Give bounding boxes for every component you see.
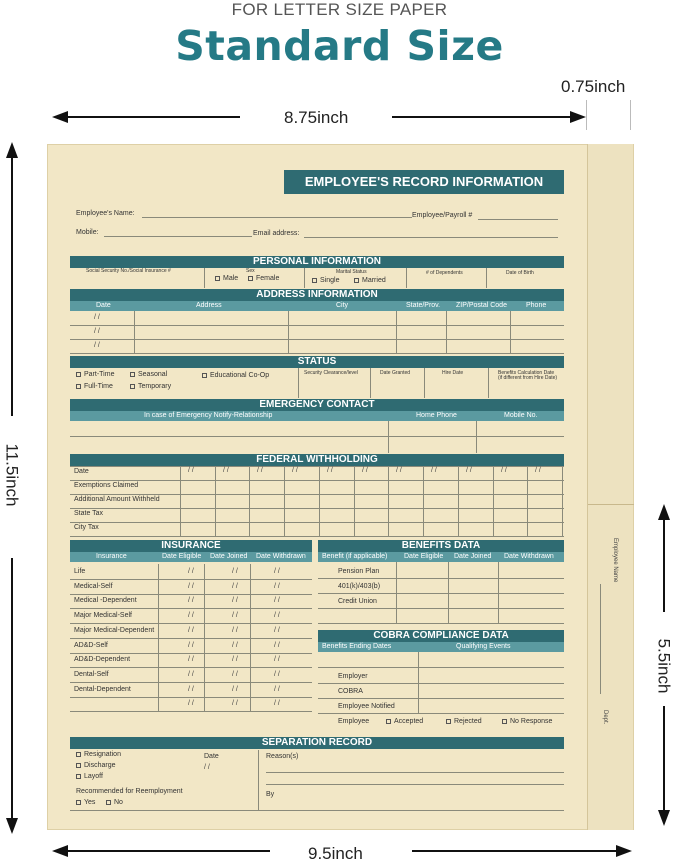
married-option[interactable]: Married [354, 277, 386, 284]
insurance-row-label: Medical-Self [74, 583, 113, 590]
divider [158, 564, 159, 711]
date-mark: / / [274, 568, 280, 575]
page-title: Standard Size [175, 22, 504, 70]
cobra-notified: Employee Notified [338, 703, 395, 710]
row-line [70, 436, 564, 437]
row-line [70, 638, 312, 639]
divider [298, 368, 299, 398]
accepted-option[interactable]: Accepted [386, 718, 423, 725]
row-line [318, 683, 564, 684]
arrow-down-icon [6, 818, 18, 834]
date-mark: / / [362, 467, 368, 474]
status-header: STATUS [70, 356, 564, 368]
ben-col-withdrawn: Date Withdrawn [504, 553, 554, 560]
col-state: State/Prov. [406, 302, 441, 309]
dimension-line [11, 558, 13, 820]
dimension-line [392, 116, 572, 118]
date-mark: / / [232, 612, 238, 619]
date-mark: / / [94, 342, 100, 349]
home-phone-label: Home Phone [416, 412, 457, 419]
col-zip: ZIP/Postal Code [456, 302, 507, 309]
date-mark: / / [274, 700, 280, 707]
divider [423, 466, 424, 536]
date-mark: / / [232, 671, 238, 678]
single-option[interactable]: Single [312, 277, 339, 284]
row-line [70, 697, 312, 698]
part-time-option[interactable]: Part-Time [76, 371, 114, 378]
security-label: Security Clearance/level [304, 370, 358, 376]
divider [396, 562, 397, 624]
date-mark: / / [232, 583, 238, 590]
divider [354, 466, 355, 536]
divider [204, 268, 205, 288]
ben-col-benefit: Benefit (if applicable) [322, 553, 388, 560]
row-line [70, 653, 312, 654]
employee-record-form [68, 170, 564, 815]
col-city: City [336, 302, 349, 309]
row-line [70, 353, 564, 354]
row-line [70, 339, 564, 340]
cobra-col-events: Qualifying Events [456, 643, 511, 650]
divider [258, 750, 259, 810]
dimension-line [11, 156, 13, 416]
reemploy-no-option[interactable]: No [106, 799, 123, 806]
benefits-columns [318, 552, 564, 562]
date-mark: / / [274, 583, 280, 590]
ins-col-insurance: Insurance [96, 553, 127, 560]
checkbox-icon [130, 384, 135, 389]
female-option[interactable]: Female [248, 275, 279, 282]
checkbox-icon [386, 719, 391, 724]
divider [396, 311, 397, 353]
checkbox-icon [106, 800, 111, 805]
row-line [70, 522, 564, 523]
row-line [318, 698, 564, 699]
arrow-down-icon [658, 810, 670, 826]
checkbox-icon [502, 719, 507, 724]
checkbox-icon [202, 373, 207, 378]
insurance-row-label: AD&D-Self [74, 642, 108, 649]
folder-tab [587, 144, 633, 830]
date-mark: / / [188, 612, 194, 619]
date-mark: / / [274, 612, 280, 619]
divider [304, 268, 305, 288]
divider [370, 368, 371, 398]
divider [486, 268, 487, 288]
checkbox-icon [446, 719, 451, 724]
employee-name-field[interactable] [142, 217, 412, 218]
row-line [70, 466, 564, 467]
row-line [70, 594, 312, 595]
date-mark: / / [327, 467, 333, 474]
divider [284, 466, 285, 536]
cobra-header: COBRA COMPLIANCE DATA [318, 630, 564, 642]
form-title: EMPLOYEE'S RECORD INFORMATION [284, 170, 564, 194]
arrow-right-icon [616, 845, 632, 857]
date-mark: / / [188, 627, 194, 634]
divider [424, 368, 425, 398]
payroll-field[interactable] [478, 219, 558, 220]
federal-state-tax: State Tax [74, 510, 104, 517]
divider [458, 466, 459, 536]
layoff-option[interactable]: Layoff [76, 773, 103, 780]
dimension-line [412, 850, 618, 852]
height-label: 11.5inch [2, 443, 22, 507]
col-phone: Phone [526, 302, 547, 309]
date-mark: / / [232, 568, 238, 575]
row-line [70, 608, 312, 609]
date-mark: / / [274, 656, 280, 663]
row-line [266, 784, 564, 785]
insurance-row-label: AD&D-Dependent [74, 656, 131, 663]
row-line [266, 772, 564, 773]
ins-col-eligible: Date Eligible [162, 553, 202, 560]
ins-col-joined: Date Joined [210, 553, 248, 560]
cobra-cobra: COBRA [338, 688, 363, 695]
date-mark: / / [232, 627, 238, 634]
reemploy-yes-option[interactable]: Yes [76, 799, 95, 806]
sex-label: Sex [246, 268, 255, 274]
date-mark: / / [188, 686, 194, 693]
width-label: 8.75inch [284, 108, 349, 127]
row-line [318, 667, 564, 668]
row-line [70, 325, 564, 326]
mobile-field[interactable] [104, 236, 252, 237]
date-mark: / / [188, 597, 194, 604]
date-mark: / / [94, 314, 100, 321]
col-date: Date [96, 302, 111, 309]
benefit-401k: 401(k)/403(b) [338, 583, 381, 590]
divider [562, 466, 563, 536]
male-option[interactable]: Male [215, 275, 238, 282]
subtitle: FOR LETTER SIZE PAPER [231, 0, 448, 19]
no-response-option[interactable]: No Response [502, 718, 552, 725]
date-mark: / / [274, 671, 280, 678]
date-mark: / / [257, 467, 263, 474]
date-mark: / / [188, 671, 194, 678]
divider [204, 564, 205, 711]
dimension-line [66, 850, 270, 852]
divider [510, 311, 511, 353]
divider [180, 466, 181, 536]
divider [446, 311, 447, 353]
benefits-header: BENEFITS DATA [318, 540, 564, 552]
benefits-calc-sub: (if different from Hire Date) [498, 375, 558, 381]
discharge-option[interactable]: Discharge [76, 762, 116, 769]
federal-additional: Additional Amount Withheld [74, 496, 160, 503]
date-mark: / / [188, 642, 194, 649]
row-line [70, 810, 564, 811]
date-mark: / / [188, 656, 194, 663]
dimension-line [663, 706, 665, 812]
cobra-employer: Employer [338, 673, 368, 680]
federal-header: FEDERAL WITHHOLDING [70, 454, 564, 466]
separation-date-label: Date [204, 753, 219, 760]
row-line [70, 494, 564, 495]
resignation-option[interactable]: Resignation [76, 751, 121, 758]
hire-date-label: Hire Date [442, 370, 464, 376]
mobile-no-label: Mobile No. [504, 412, 538, 419]
row-line [70, 711, 312, 712]
dimension-line [66, 116, 240, 118]
divider [498, 562, 499, 624]
insurance-columns [70, 552, 312, 562]
employee-payroll-label: Employee/Payroll # [412, 212, 473, 219]
date-mark: / / [466, 467, 472, 474]
date-mark: / / [232, 597, 238, 604]
date-mark: / / [431, 467, 437, 474]
checkbox-icon [312, 278, 317, 283]
checkbox-icon [76, 800, 81, 805]
divider [493, 466, 494, 536]
marital-label: Marital Status [336, 269, 367, 275]
row-line [318, 713, 564, 714]
reasons-label: Reason(s) [266, 753, 299, 760]
tab-line [600, 584, 601, 694]
checkbox-icon [76, 763, 81, 768]
row-line [70, 623, 312, 624]
rejected-option[interactable]: Rejected [446, 718, 482, 725]
divider [249, 466, 250, 536]
ben-col-eligible: Date Eligible [404, 553, 444, 560]
address-header: ADDRESS INFORMATION [70, 289, 564, 301]
row-line [70, 579, 312, 580]
row-line [70, 536, 564, 537]
date-mark: / / [274, 686, 280, 693]
checkbox-icon [354, 278, 359, 283]
divider [488, 368, 489, 398]
divider [388, 421, 389, 453]
tab-employee-name: Employee Name [612, 538, 618, 583]
row-line [318, 593, 564, 594]
employee-name-label: Employee's Name: [76, 210, 135, 217]
insurance-header: INSURANCE [70, 540, 312, 552]
row-line [70, 508, 564, 509]
divider [388, 466, 389, 536]
row-line [318, 578, 564, 579]
full-time-option[interactable]: Full-Time [76, 383, 113, 390]
federal-exemptions: Exemptions Claimed [74, 482, 139, 489]
by-label: By [266, 791, 275, 798]
divider [250, 564, 251, 711]
bottom-width-label: 9.5inch [308, 844, 363, 863]
checkbox-icon [76, 774, 81, 779]
date-mark: / / [94, 328, 100, 335]
insurance-row-label: Dental-Self [74, 671, 109, 678]
emergency-columns [70, 411, 564, 421]
row-line [318, 608, 564, 609]
arrow-right-icon [570, 111, 586, 123]
date-mark: / / [232, 686, 238, 693]
address-columns [70, 301, 564, 311]
row-line [70, 667, 312, 668]
checkbox-icon [76, 372, 81, 377]
benefits-calc-label: Benefits Calculation Date [498, 370, 555, 376]
tab-width-label: 0.75inch [561, 77, 626, 96]
divider [288, 311, 289, 353]
tick [630, 100, 631, 130]
dependents-label: # of Dependents [426, 270, 463, 276]
tick [586, 100, 587, 130]
checkbox-icon [76, 752, 81, 757]
checkbox-icon [248, 276, 253, 281]
date-mark: / / [274, 642, 280, 649]
dob-label: Date of Birth [506, 270, 534, 276]
date-mark: / / [188, 700, 194, 707]
emergency-header: EMERGENCY CONTACT [70, 399, 564, 411]
date-mark: / / [188, 467, 194, 474]
federal-date: Date [74, 468, 89, 475]
row-line [318, 623, 564, 624]
divider [134, 311, 135, 353]
date-mark: / / [292, 467, 298, 474]
insurance-row-label: Life [74, 568, 86, 575]
row-line [70, 682, 312, 683]
date-mark: / / [188, 583, 194, 590]
date-mark: / / [232, 642, 238, 649]
insurance-row-label: Major Medical-Self [74, 612, 132, 619]
insurance-row-label: Major Medical-Dependent [74, 627, 155, 634]
ssn-label: Social Security No./Social Insurance # [86, 268, 171, 274]
date-mark: / / [232, 656, 238, 663]
ben-col-joined: Date Joined [454, 553, 492, 560]
divider [476, 421, 477, 453]
federal-city-tax: City Tax [74, 524, 99, 531]
benefit-pension: Pension Plan [338, 568, 380, 575]
date-mark: / / [204, 764, 210, 771]
date-mark: / / [274, 627, 280, 634]
cobra-col-ending: Benefits Ending Dates [322, 643, 392, 650]
email-label: Email address: [253, 230, 300, 237]
relationship-label: In case of Emergency Notify-Relationship [144, 412, 273, 419]
divider [448, 562, 449, 624]
date-mark: / / [501, 467, 507, 474]
reemployment-label: Recommended for Reemployment [76, 788, 183, 795]
date-mark: / / [188, 568, 194, 575]
tab-dept: Dept. [602, 710, 608, 725]
tab-height-label: 5.5inch [654, 638, 674, 694]
ins-col-withdrawn: Date Withdrawn [256, 553, 306, 560]
dimension-line [663, 518, 665, 612]
checkbox-icon [76, 384, 81, 389]
insurance-row-label: Dental-Dependent [74, 686, 131, 693]
personal-info-header: PERSONAL INFORMATION [70, 256, 564, 268]
divider [406, 268, 407, 288]
separation-header: SEPARATION RECORD [70, 737, 564, 749]
date-mark: / / [232, 700, 238, 707]
date-granted-label: Date Granted [380, 370, 411, 376]
date-mark: / / [535, 467, 541, 474]
date-mark: / / [396, 467, 402, 474]
mobile-label: Mobile: [76, 229, 99, 236]
checkbox-icon [215, 276, 220, 281]
email-field[interactable] [304, 237, 558, 238]
divider [418, 652, 419, 714]
benefit-credit-union: Credit Union [338, 598, 377, 605]
divider [527, 466, 528, 536]
col-address: Address [196, 302, 222, 309]
date-mark: / / [274, 597, 280, 604]
cobra-employee: Employee [338, 718, 370, 725]
divider [215, 466, 216, 536]
cobra-columns [318, 642, 564, 652]
row-line [70, 480, 564, 481]
date-mark: / / [223, 467, 229, 474]
temporary-option[interactable]: Temporary [130, 383, 171, 390]
insurance-row-label: Medical -Dependent [74, 597, 137, 604]
divider [319, 466, 320, 536]
coop-option[interactable]: Educational Co-Op [202, 372, 269, 379]
seasonal-option[interactable]: Seasonal [130, 371, 167, 378]
checkbox-icon [130, 372, 135, 377]
